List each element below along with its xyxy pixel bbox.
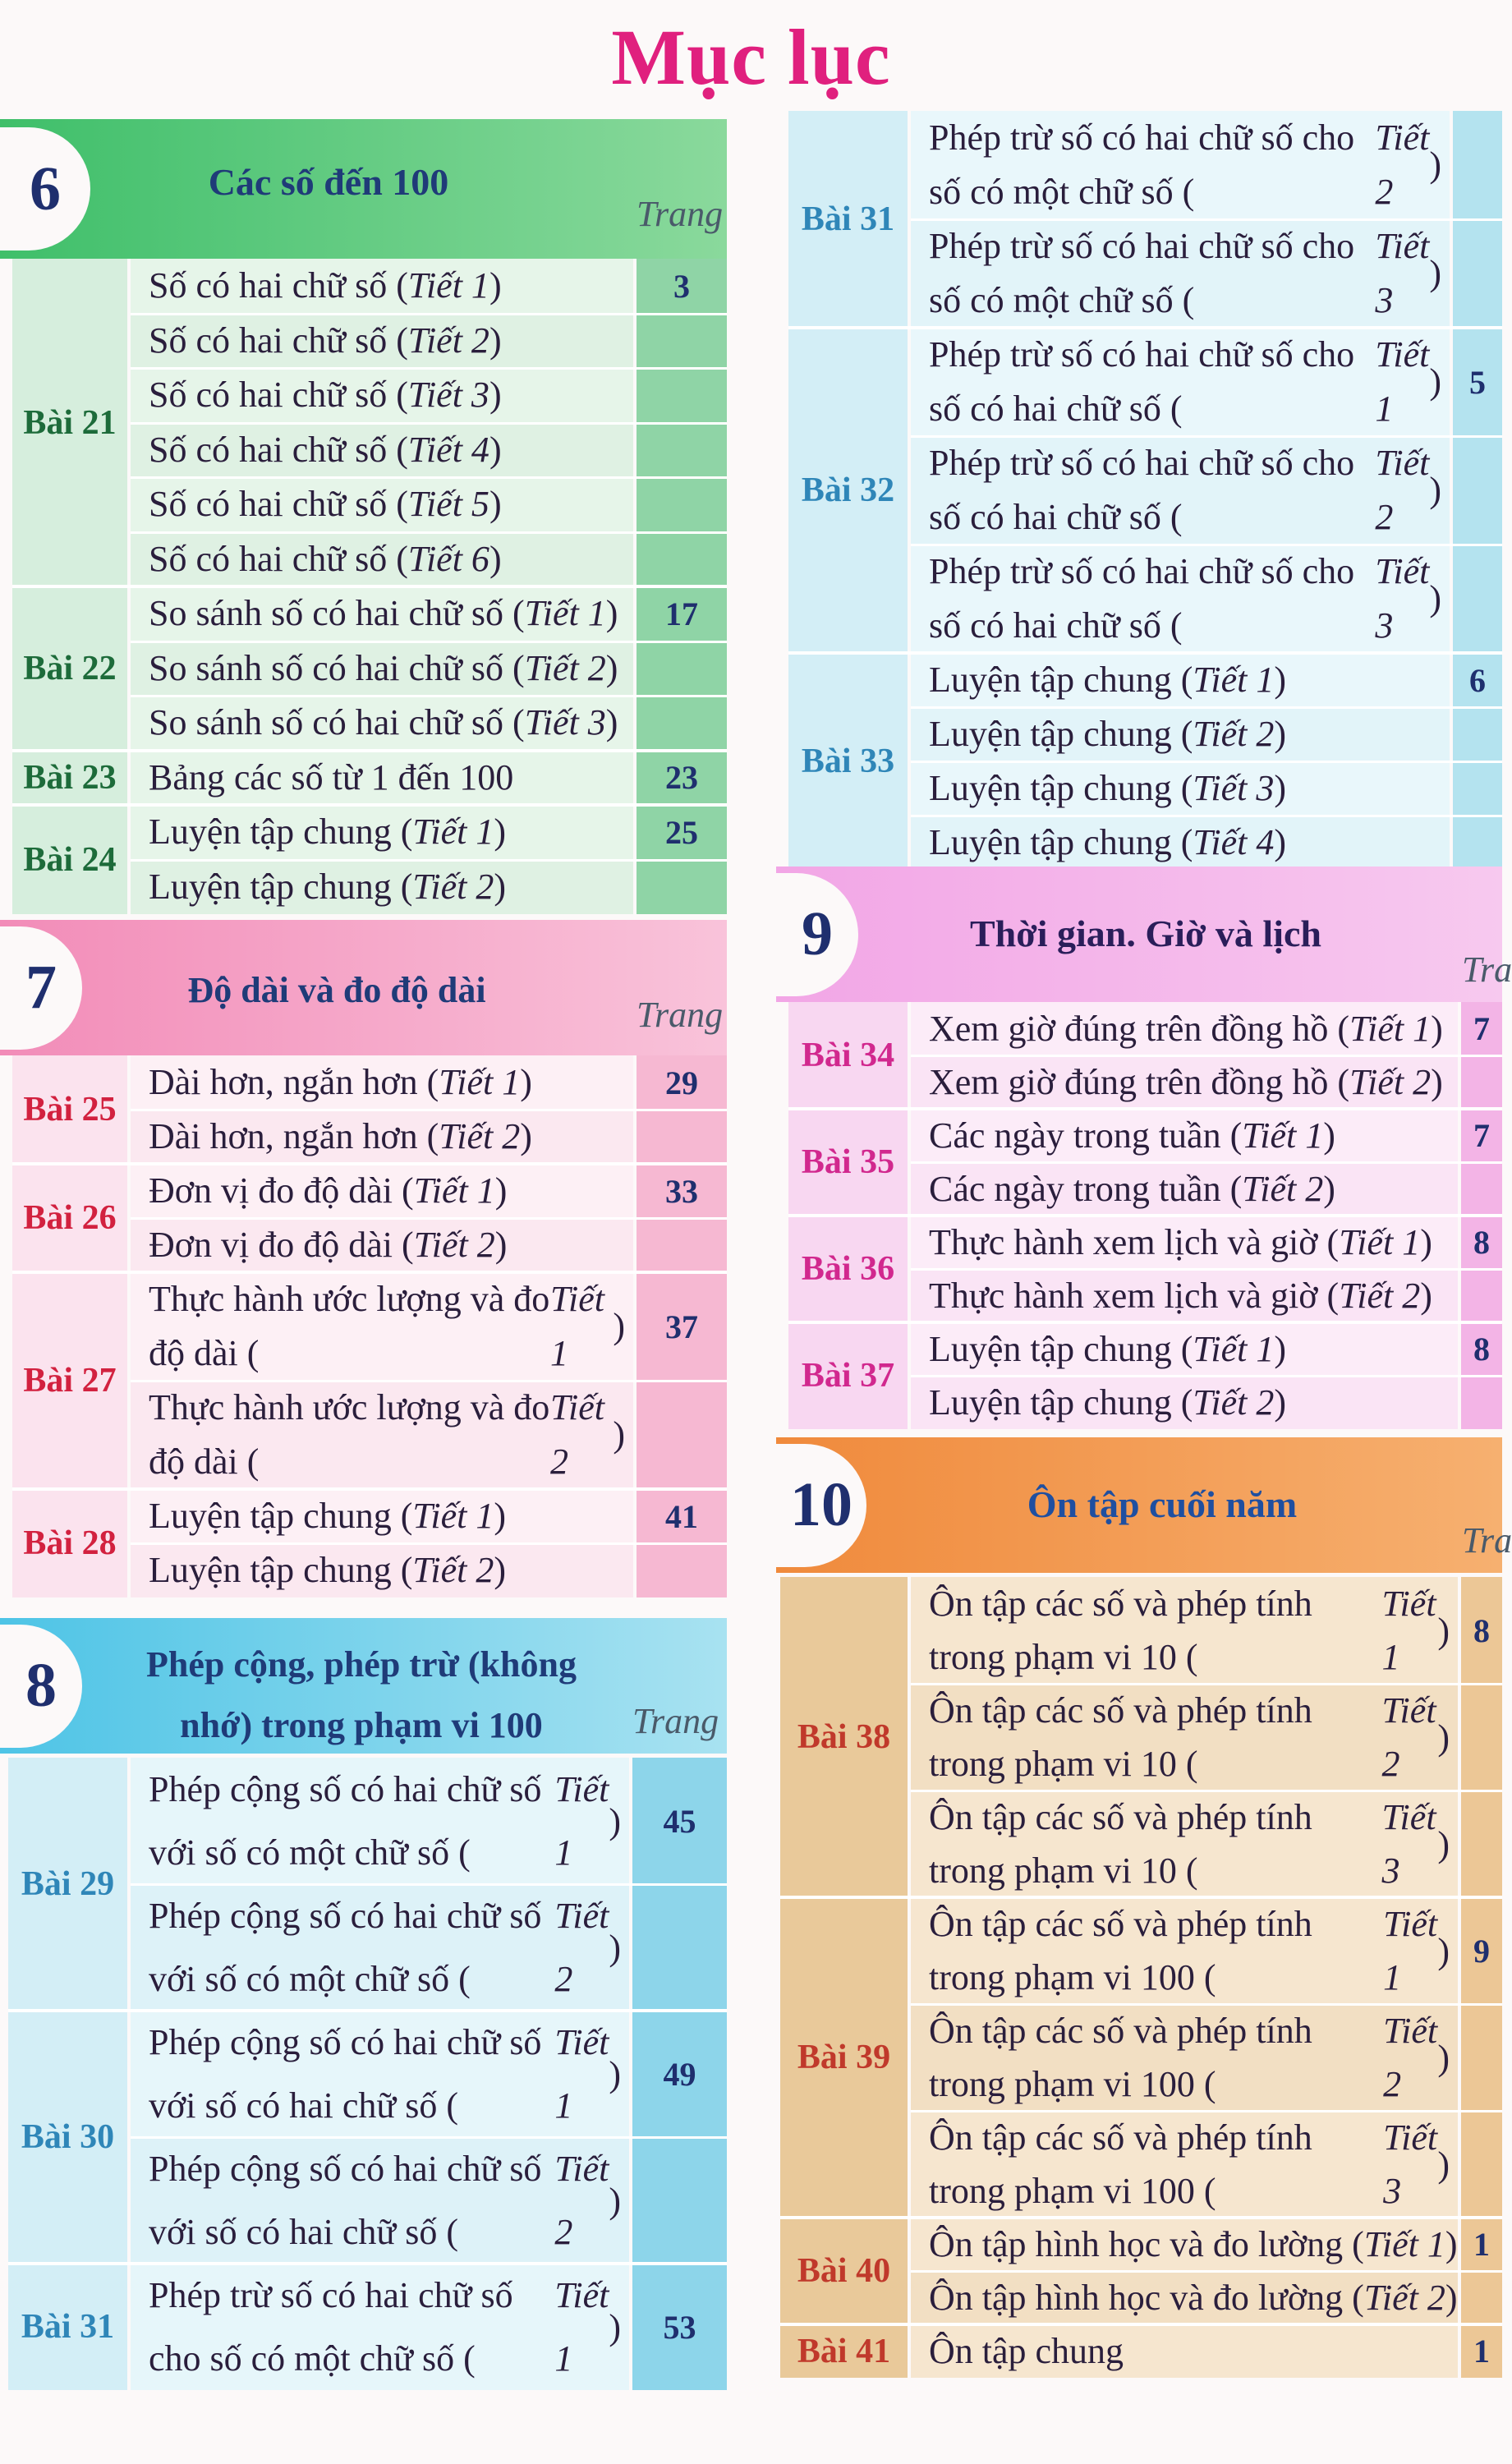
lesson-item[interactable]: Phép cộng số có hai chữ số với số có hai chữ số ( Tiết 1 ) bbox=[131, 2011, 629, 2137]
lesson-period: Tiết 2 bbox=[439, 1116, 521, 1156]
lesson-item[interactable]: Số có hai chữ số ( Tiết 3 ) bbox=[131, 368, 633, 423]
lesson-period: Tiết 1 bbox=[407, 265, 489, 306]
lesson-item[interactable]: Phép trừ số có hai chữ số cho số có một chữ số ( Tiết 3 ) bbox=[911, 219, 1450, 328]
lesson-group bbox=[12, 1272, 727, 1489]
row-divider bbox=[131, 695, 727, 697]
lesson-label: Bài 27 bbox=[23, 1362, 117, 1400]
lesson-item[interactable]: So sánh số có hai chữ số ( Tiết 1 ) bbox=[131, 586, 633, 641]
lesson-item[interactable]: Ôn tập chung bbox=[929, 2330, 1124, 2371]
lesson-period: Tiết 4 bbox=[407, 429, 489, 470]
lesson-period: Tiết 2 bbox=[1375, 443, 1430, 537]
lesson-item[interactable]: Các ngày trong tuần ( Tiết 1 ) bbox=[911, 1109, 1458, 1162]
row-divider bbox=[911, 1683, 1502, 1685]
lesson-item[interactable]: So sánh số có hai chữ số ( Tiết 2 ) bbox=[131, 641, 633, 696]
lesson-period: Tiết 2 bbox=[554, 1896, 609, 1999]
row-divider bbox=[911, 761, 1502, 763]
row-divider bbox=[911, 1375, 1502, 1377]
lesson-period: Tiết 3 bbox=[524, 702, 606, 743]
page-column-header: Trang bbox=[637, 194, 724, 234]
lesson-item[interactable]: Luyện tập chung ( Tiết 2 ) bbox=[131, 860, 633, 915]
lesson-group bbox=[788, 1322, 1502, 1429]
lesson-period: Tiết 1 bbox=[412, 1496, 494, 1536]
chapter-banner bbox=[0, 1618, 727, 1754]
row-divider bbox=[131, 476, 727, 479]
lesson-label: Bài 24 bbox=[23, 840, 117, 879]
chapter-number: 6 bbox=[0, 127, 90, 251]
lesson-period: Tiết 3 bbox=[1383, 2117, 1438, 2211]
lesson-period: Tiết 2 bbox=[524, 647, 606, 688]
chapter-title: Thời gian. Giờ và lịch bbox=[970, 913, 1321, 954]
chapter-number: 10 bbox=[776, 1444, 866, 1567]
lesson-group bbox=[788, 328, 1502, 653]
lesson-item[interactable]: Đơn vị đo độ dài ( Tiết 1 ) bbox=[131, 1164, 633, 1218]
lesson-group bbox=[788, 1109, 1502, 1216]
lesson-group bbox=[8, 2011, 727, 2264]
lesson-period: Tiết 3 bbox=[1381, 1797, 1436, 1891]
lesson-label: Bài 38 bbox=[797, 1718, 891, 1756]
lesson-item[interactable]: Phép trừ số có hai chữ số cho số có hai chữ số ( Tiết 3 ) bbox=[911, 545, 1450, 653]
lesson-label: Bài 21 bbox=[23, 403, 117, 442]
page-number: 17 bbox=[665, 595, 698, 632]
lesson-item[interactable]: Ôn tập các số và phép tính trong phạm vi 100 ( Tiết 2 ) bbox=[911, 2004, 1458, 2111]
chapter-title: Các số đến 100 bbox=[208, 161, 449, 203]
page-number: 6 bbox=[1469, 661, 1486, 699]
group-divider bbox=[788, 326, 1502, 329]
group-divider bbox=[780, 2216, 1502, 2219]
lesson-label: Bài 35 bbox=[801, 1143, 895, 1181]
lesson-period: Tiết 2 bbox=[1381, 1690, 1436, 1784]
lesson-period: Tiết 1 bbox=[1193, 1328, 1275, 1369]
lesson-group bbox=[780, 1897, 1502, 2218]
lesson-item[interactable]: Phép trừ số có hai chữ số cho số có hai chữ số ( Tiết 2 ) bbox=[911, 436, 1450, 545]
lesson-period: Tiết 2 bbox=[1349, 1061, 1432, 1102]
lesson-label: Bài 37 bbox=[801, 1357, 895, 1395]
lesson-label: Bài 32 bbox=[801, 471, 895, 509]
lesson-item[interactable]: Ôn tập các số và phép tính trong phạm vi 100 ( Tiết 3 ) bbox=[911, 2111, 1458, 2218]
lesson-group bbox=[780, 2324, 1502, 2378]
lesson-item[interactable]: Luyện tập chung ( Tiết 1 ) bbox=[131, 1489, 633, 1543]
lesson-label: Bài 29 bbox=[21, 1865, 115, 1903]
lesson-label: Bài 36 bbox=[801, 1250, 895, 1288]
page-number: 49 bbox=[663, 2055, 696, 2093]
lesson-period: Tiết 1 bbox=[1363, 2223, 1445, 2264]
lesson-period: Tiết 1 bbox=[554, 2275, 609, 2379]
chapter-banner bbox=[776, 1437, 1512, 1573]
page-number: 8 bbox=[1473, 1611, 1490, 1649]
lesson-group bbox=[780, 1577, 1502, 1897]
lesson-period: Tiết 2 bbox=[407, 319, 489, 361]
page-number: 25 bbox=[665, 813, 698, 851]
chapter-title: Độ dài và đo độ dài bbox=[187, 970, 486, 1010]
lesson-item[interactable]: Đơn vị đo độ dài ( Tiết 2 ) bbox=[131, 1218, 633, 1272]
lesson-period: Tiết 1 bbox=[549, 1279, 604, 1373]
chapter-banner bbox=[776, 867, 1512, 1002]
lesson-item[interactable]: Phép cộng số có hai chữ số với số có hai chữ số ( Tiết 2 ) bbox=[131, 2137, 629, 2264]
lesson-label: Bài 41 bbox=[797, 2332, 891, 2370]
chapter-title-line: nhớ) trong phạm vi 100 bbox=[180, 1705, 543, 1745]
group-divider bbox=[12, 1271, 727, 1274]
lesson-period: Tiết 1 bbox=[412, 811, 494, 853]
lesson-group bbox=[788, 653, 1502, 870]
lesson-item[interactable]: Phép trừ số có hai chữ số cho số có hai chữ số ( Tiết 1 ) bbox=[911, 328, 1450, 436]
group-divider bbox=[8, 2009, 727, 2012]
lesson-group bbox=[12, 1489, 727, 1597]
page-number: 1 bbox=[1473, 2333, 1490, 2370]
page-number: 37 bbox=[665, 1308, 698, 1345]
lesson-label: Bài 33 bbox=[801, 742, 895, 780]
lesson-period: Tiết 1 bbox=[1383, 1904, 1438, 1997]
chapter-banner bbox=[0, 119, 727, 259]
lesson-period: Tiết 4 bbox=[1193, 822, 1275, 862]
page-column-header: Trang bbox=[637, 995, 724, 1035]
lesson-group bbox=[788, 1216, 1502, 1322]
lesson-item[interactable]: Ôn tập các số và phép tính trong phạm vi 10 ( Tiết 2 ) bbox=[911, 1684, 1458, 1791]
lesson-period: Tiết 1 bbox=[1375, 334, 1430, 429]
lesson-group bbox=[12, 751, 727, 806]
lesson-label: Bài 34 bbox=[801, 1037, 895, 1074]
lesson-item[interactable]: Luyện tập chung ( Tiết 1 ) bbox=[131, 805, 633, 860]
lesson-period: Tiết 3 bbox=[1375, 551, 1430, 646]
chapter-title-line: Phép cộng, phép trừ (không bbox=[146, 1644, 577, 1685]
lesson-item[interactable]: Luyện tập chung ( Tiết 2 ) bbox=[911, 707, 1450, 761]
row-divider bbox=[911, 2270, 1502, 2273]
lesson-period: Tiết 2 bbox=[413, 1225, 495, 1265]
lesson-period: Tiết 2 bbox=[1193, 1381, 1275, 1423]
lesson-period: Tiết 1 bbox=[524, 593, 606, 634]
group-divider bbox=[780, 1896, 1502, 1899]
row-divider bbox=[131, 422, 727, 425]
lesson-item[interactable]: Ôn tập các số và phép tính trong phạm vi 10 ( Tiết 3 ) bbox=[911, 1791, 1458, 1897]
chapter-title bbox=[131, 1634, 591, 1756]
lesson-period: Tiết 2 bbox=[412, 1550, 494, 1590]
lesson-item[interactable]: Ôn tập các số và phép tính trong phạm vi 10 ( Tiết 1 ) bbox=[911, 1577, 1458, 1684]
lesson-item[interactable]: Luyện tập chung ( Tiết 3 ) bbox=[911, 761, 1450, 816]
page-column-header: Tra bbox=[1462, 1520, 1512, 1561]
lesson-item[interactable]: Phép trừ số có hai chữ số cho số có một chữ số ( Tiết 1 ) bbox=[131, 2264, 629, 2390]
lesson-period: Tiết 1 bbox=[1381, 1584, 1436, 1677]
group-divider bbox=[12, 1162, 727, 1165]
lesson-item[interactable]: Ôn tập hình học và đo lường ( Tiết 2 ) bbox=[911, 2271, 1458, 2324]
row-divider bbox=[131, 531, 727, 534]
lesson-period: Tiết 1 bbox=[1339, 1221, 1421, 1262]
lesson-item[interactable]: Xem giờ đúng trên đồng hồ ( Tiết 2 ) bbox=[911, 1055, 1458, 1109]
lesson-item[interactable]: So sánh số có hai chữ số ( Tiết 3 ) bbox=[131, 696, 633, 751]
page-number: 8 bbox=[1473, 1331, 1490, 1368]
group-divider bbox=[12, 1487, 727, 1491]
lesson-period: Tiết 2 bbox=[549, 1387, 604, 1482]
lesson-item[interactable]: Dài hơn, ngắn hơn ( Tiết 1 ) bbox=[131, 1055, 633, 1110]
lesson-period: Tiết 3 bbox=[407, 375, 489, 416]
group-divider bbox=[780, 2323, 1502, 2326]
lesson-item[interactable]: Các ngày trong tuần ( Tiết 2 ) bbox=[911, 1162, 1458, 1216]
page-number: 1 bbox=[1473, 2226, 1490, 2263]
page-number: 8 bbox=[1473, 1224, 1490, 1261]
row-divider bbox=[911, 2110, 1502, 2112]
page-number: 45 bbox=[663, 1802, 696, 1840]
lesson-label: Bài 39 bbox=[797, 2039, 891, 2076]
page-number: 7 bbox=[1473, 1117, 1490, 1154]
lesson-item[interactable]: Luyện tập chung ( Tiết 1 ) bbox=[911, 1322, 1458, 1376]
lesson-period: Tiết 3 bbox=[1375, 226, 1430, 320]
group-divider bbox=[12, 585, 727, 588]
lesson-period: Tiết 2 bbox=[1339, 1275, 1421, 1316]
lesson-item[interactable]: Phép cộng số có hai chữ số với số có một chữ số ( Tiết 2 ) bbox=[131, 1884, 629, 2011]
row-divider bbox=[911, 1268, 1502, 1271]
lesson-period: Tiết 2 bbox=[1193, 714, 1275, 754]
row-divider bbox=[911, 218, 1502, 221]
lesson-group bbox=[12, 1164, 727, 1272]
chapter-banner bbox=[0, 920, 727, 1055]
lesson-group bbox=[12, 805, 727, 914]
lesson-label: Bài 23 bbox=[23, 758, 117, 797]
page-number bbox=[1453, 111, 1502, 219]
group-divider bbox=[788, 1214, 1502, 1217]
lesson-group bbox=[12, 586, 727, 751]
lesson-item[interactable]: Luyện tập chung ( Tiết 2 ) bbox=[911, 1376, 1458, 1429]
lesson-item[interactable]: Luyện tập chung ( Tiết 2 ) bbox=[131, 1543, 633, 1597]
page-number: 9 bbox=[1473, 1932, 1490, 1970]
lesson-period: Tiết 2 bbox=[1383, 2011, 1438, 2104]
row-divider bbox=[911, 2003, 1502, 2006]
lesson-item[interactable]: Ôn tập các số và phép tính trong phạm vi 100 ( Tiết 1 ) bbox=[911, 1897, 1458, 2004]
lesson-group bbox=[12, 1055, 727, 1164]
lesson-label: Bài 40 bbox=[797, 2252, 891, 2290]
lesson-item[interactable]: Xem giờ đúng trên đồng hồ ( Tiết 1 ) bbox=[911, 1002, 1458, 1055]
group-divider bbox=[12, 749, 727, 752]
lesson-period: Tiết 2 bbox=[1375, 117, 1430, 212]
lesson-group bbox=[8, 1758, 727, 2011]
page-number: 3 bbox=[673, 267, 690, 305]
row-divider bbox=[911, 1055, 1502, 1057]
page-column-header: Tra bbox=[1462, 949, 1512, 990]
group-divider bbox=[8, 2262, 727, 2265]
row-divider bbox=[911, 544, 1502, 546]
lesson-group bbox=[788, 1002, 1502, 1109]
page-title: Mục lục bbox=[611, 13, 891, 101]
page-number: 33 bbox=[665, 1172, 698, 1210]
lesson-item[interactable]: Luyện tập chung ( Tiết 1 ) bbox=[911, 653, 1450, 707]
lesson-group bbox=[8, 2264, 727, 2390]
lesson-period: Tiết 1 bbox=[554, 1769, 609, 1873]
lesson-label: Bài 31 bbox=[21, 2308, 115, 2346]
lesson-item[interactable]: Thực hành ước lượng và đo độ dài ( Tiết 1 ) bbox=[131, 1272, 633, 1381]
lesson-period: Tiết 2 bbox=[412, 866, 494, 907]
lesson-period: Tiết 6 bbox=[407, 538, 489, 579]
row-divider bbox=[911, 435, 1502, 438]
group-divider bbox=[788, 1107, 1502, 1110]
lesson-item[interactable]: Số có hai chữ số ( Tiết 5 ) bbox=[131, 477, 633, 532]
group-divider bbox=[12, 803, 727, 807]
lesson-period: Tiết 1 bbox=[1242, 1115, 1324, 1156]
lesson-item[interactable]: Số có hai chữ số ( Tiết 1 ) bbox=[131, 259, 633, 314]
row-divider bbox=[131, 367, 727, 370]
chapter-title: Ôn tập cuối năm bbox=[1027, 1483, 1298, 1525]
lesson-item[interactable]: Phép cộng số có hai chữ số với số có một chữ số ( Tiết 1 ) bbox=[131, 1758, 629, 1884]
lesson-label: Bài 25 bbox=[23, 1091, 117, 1129]
lesson-item[interactable]: Luyện tập chung ( Tiết 4 ) bbox=[911, 816, 1450, 870]
row-divider bbox=[911, 815, 1502, 817]
lesson-item[interactable]: Thực hành ước lượng và đo độ dài ( Tiết 2 ) bbox=[131, 1381, 633, 1489]
lesson-label: Bài 30 bbox=[21, 2118, 115, 2156]
lesson-period: Tiết 1 bbox=[1193, 660, 1275, 700]
lesson-period: Tiết 2 bbox=[1242, 1168, 1324, 1209]
lesson-item[interactable]: Thực hành xem lịch và giờ ( Tiết 1 ) bbox=[911, 1216, 1458, 1269]
row-divider bbox=[911, 1161, 1502, 1164]
lesson-label: Bài 31 bbox=[801, 200, 895, 238]
group-divider bbox=[788, 1321, 1502, 1324]
lesson-group bbox=[788, 111, 1502, 328]
lesson-period: Tiết 5 bbox=[407, 484, 489, 525]
lesson-label: Bài 22 bbox=[23, 649, 117, 687]
lesson-item[interactable]: Thực hành xem lịch và giờ ( Tiết 2 ) bbox=[911, 1269, 1458, 1322]
lesson-item[interactable]: Dài hơn, ngắn hơn ( Tiết 2 ) bbox=[131, 1110, 633, 1164]
chapter-number: 9 bbox=[776, 873, 858, 996]
chapter-number: 8 bbox=[0, 1625, 82, 1748]
page-number: 7 bbox=[1473, 1010, 1490, 1047]
lesson-period: Tiết 1 bbox=[413, 1170, 495, 1211]
row-divider bbox=[911, 1790, 1502, 1792]
lesson-item[interactable]: Số có hai chữ số ( Tiết 6 ) bbox=[131, 532, 633, 587]
lesson-period: Tiết 2 bbox=[554, 2149, 609, 2252]
page-column-header: Trang bbox=[632, 1701, 719, 1741]
lesson-period: Tiết 3 bbox=[1193, 768, 1275, 808]
page-number: 41 bbox=[665, 1497, 698, 1535]
lesson-group bbox=[12, 259, 727, 586]
chapter-number: 7 bbox=[0, 926, 82, 1050]
lesson-label: Bài 28 bbox=[23, 1524, 117, 1562]
lesson-item[interactable]: Bảng các số từ 1 đến 100 bbox=[149, 756, 514, 798]
lesson-item[interactable]: Ôn tập hình học và đo lường ( Tiết 1 ) bbox=[911, 2218, 1458, 2271]
row-divider bbox=[911, 706, 1502, 709]
lesson-item[interactable]: Số có hai chữ số ( Tiết 2 ) bbox=[131, 314, 633, 369]
lesson-item[interactable]: Phép trừ số có hai chữ số cho số có một chữ số ( Tiết 2 ) bbox=[911, 111, 1450, 219]
lesson-period: Tiết 1 bbox=[439, 1062, 521, 1102]
page-number: 53 bbox=[663, 2308, 696, 2346]
lesson-group bbox=[780, 2218, 1502, 2324]
lesson-period: Tiết 2 bbox=[1363, 2277, 1445, 2318]
page-number: 23 bbox=[665, 759, 698, 797]
group-divider bbox=[788, 651, 1502, 655]
lesson-label: Bài 26 bbox=[23, 1199, 117, 1237]
lesson-period: Tiết 1 bbox=[554, 2022, 609, 2126]
page-number: 5 bbox=[1469, 363, 1486, 401]
page-number: 29 bbox=[665, 1064, 698, 1101]
lesson-period: Tiết 1 bbox=[1349, 1008, 1432, 1049]
lesson-item[interactable]: Số có hai chữ số ( Tiết 4 ) bbox=[131, 423, 633, 478]
